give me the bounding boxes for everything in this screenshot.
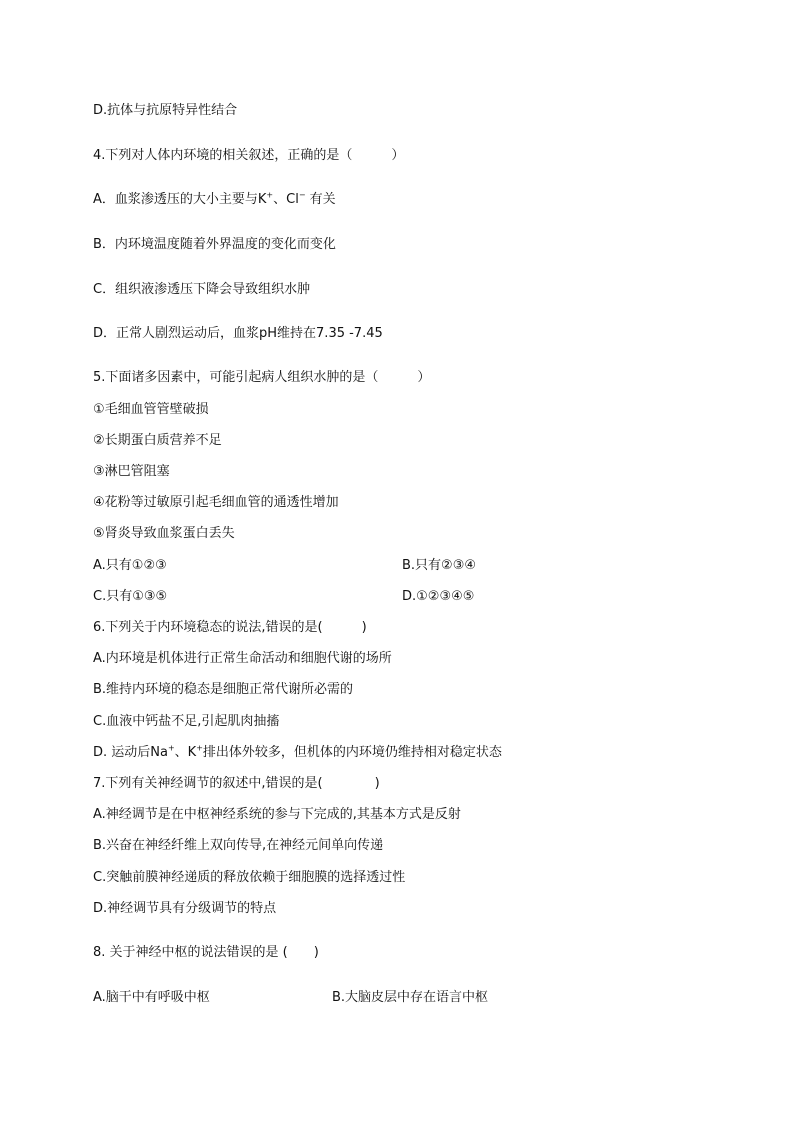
q6-stem: 6.下列关于内环境稳态的说法,错误的是( ) (93, 620, 367, 635)
q4-option-a-sup1: + (266, 190, 274, 200)
q7-option-b: B.兴奋在神经纤维上双向传导,在神经元间单向传递 (93, 838, 384, 853)
q4-option-a-post: 有关 (305, 192, 336, 207)
q3-option-d: D.抗体与抗原特异性结合 (93, 103, 238, 118)
q6-option-a: A.内环境是机体进行正常生命活动和细胞代谢的场所 (93, 651, 392, 666)
q5-option-c: C.只有①③⑤ (93, 589, 168, 604)
q6-option-d-pre: D. 运动后Na (93, 745, 168, 760)
q4-stem: 4.下列对人体内环境的相关叙述，正确的是（ ） (93, 148, 405, 163)
q5-item-2: ②长期蛋白质营养不足 (93, 433, 222, 448)
q5-item-5: ⑤肾炎导致血浆蛋白丢失 (93, 526, 235, 541)
q7-option-a: A.神经调节是在中枢神经系统的参与下完成的,其基本方式是反射 (93, 807, 461, 822)
q4-option-c: C．组织液渗透压下降会导致组织水肿 (93, 282, 311, 297)
q4-option-a-pre: A．血浆渗透压的大小主要与K (93, 192, 267, 207)
q5-item-3: ③淋巴管阻塞 (93, 464, 170, 479)
q4-option-a-mid: 、Cl (273, 192, 299, 207)
q6-option-b: B.维持内环境的稳态是细胞正常代谢所必需的 (93, 682, 354, 697)
q6-option-d-sup2: + (196, 743, 203, 753)
q5-item-4: ④花粉等过敏原引起毛细血管的通透性增加 (93, 495, 339, 510)
q7-option-c: C.突触前膜神经递质的释放依赖于细胞膜的选择透过性 (93, 870, 406, 885)
q5-option-a: A.只有①②③ (93, 558, 167, 573)
q8-option-a: A.脑干中有呼吸中枢 (93, 990, 210, 1005)
q8-stem: 8. 关于神经中枢的说法错误的是 ( ) (93, 945, 319, 960)
q4-option-a (93, 191, 336, 209)
q5-option-d: D.①②③④⑤ (402, 589, 475, 604)
q6-option-d (93, 744, 502, 762)
q5-item-1: ①毛细血管管壁破损 (93, 402, 209, 417)
q6-option-d-sup1: + (167, 743, 175, 753)
q5-option-b: B.只有②③④ (402, 558, 477, 573)
q8-option-b: B.大脑皮层中存在语言中枢 (332, 990, 489, 1005)
q7-stem: 7.下列有关神经调节的叙述中,错误的是( ) (93, 776, 380, 791)
q7-option-d: D.神经调节具有分级调节的特点 (93, 901, 277, 916)
q4-option-b: B．内环境温度随着外界温度的变化而变化 (93, 237, 336, 252)
q4-option-a-sup2: − (298, 190, 306, 200)
q6-option-d-post: 排出体外较多，但机体的内环境仍维持相对稳定状态 (202, 745, 502, 760)
q5-stem: 5.下面诸多因素中，可能引起病人组织水肿的是（ ） (93, 370, 431, 385)
q4-option-d: D．正常人剧烈运动后，血浆pH维持在7.35 -7.45 (93, 326, 383, 341)
q6-option-d-mid: 、K (174, 745, 197, 760)
q6-option-c: C.血液中钙盐不足,引起肌肉抽搐 (93, 714, 280, 729)
